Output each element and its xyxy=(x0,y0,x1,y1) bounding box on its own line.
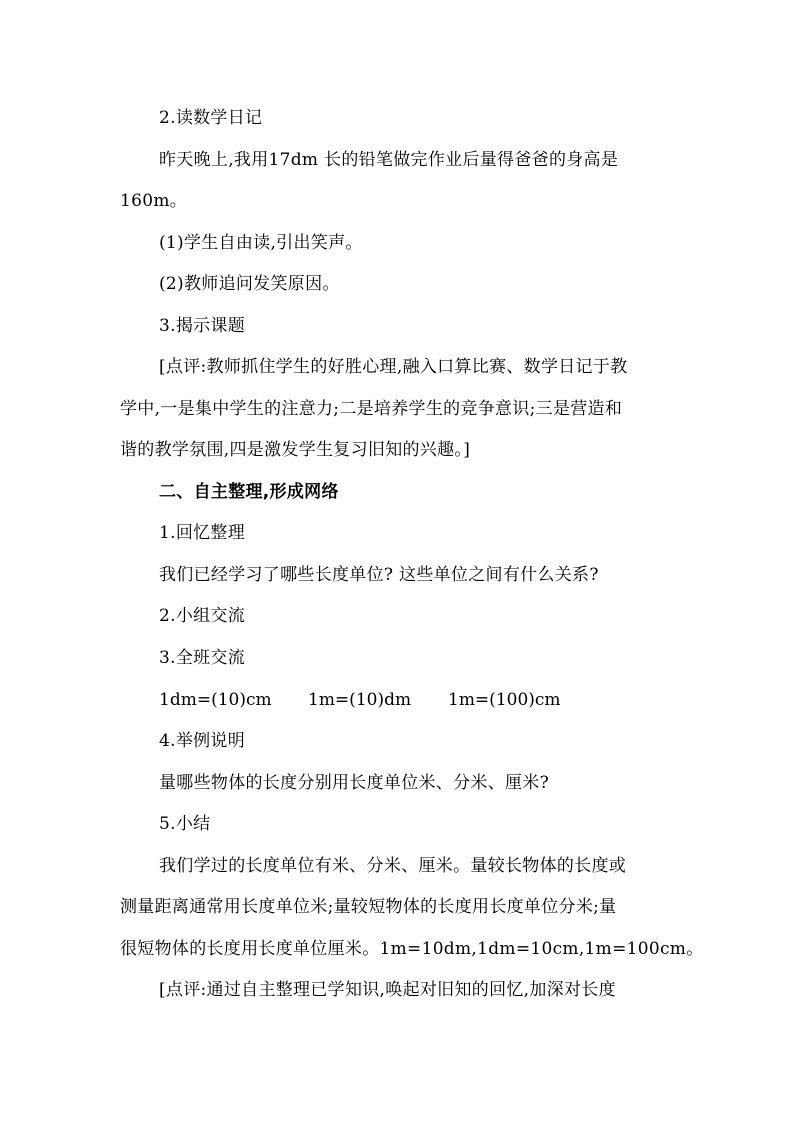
section-3-heading: 3.全班交流 xyxy=(159,648,246,668)
comment-1-line-1: [点评:教师抓住学生的好胜心理,融入口算比赛、数学日记于教 xyxy=(159,357,628,377)
section-4-text: 量哪些物体的长度分别用长度单位米、分米、厘米? xyxy=(159,773,550,793)
reveal-topic-heading: 3.揭示课题 xyxy=(159,316,246,336)
comment-1-line-3: 谐的教学氛围,四是激发学生复习旧知的兴趣。] xyxy=(120,440,471,460)
conversion-m-dm: 1m=(10)dm xyxy=(308,690,412,710)
summary-line-1: 我们学过的长度单位有米、分米、厘米。量较长物体的长度或 xyxy=(159,856,627,876)
section-1-heading: 1.回忆整理 xyxy=(159,523,246,543)
read-diary-heading: 2.读数学日记 xyxy=(159,108,263,128)
diary-text-line-1: 昨天晚上,我用17dm 长的铅笔做完作业后量得爸爸的身高是 xyxy=(159,150,619,170)
conversion-dm-cm: 1dm=(10)cm xyxy=(159,690,272,710)
conversion-m-cm: 1m=(100)cm xyxy=(448,690,561,710)
section-1-text: 我们已经学习了哪些长度单位? 这些单位之间有什么关系? xyxy=(159,565,599,585)
summary-line-2: 测量距离通常用长度单位米;量较短物体的长度用长度单位分米;量 xyxy=(120,897,617,917)
step-2-text: (2)教师追问发笑原因。 xyxy=(159,274,340,294)
comment-1-line-2: 学中,一是集中学生的注意力;二是培养学生的竞争意识;三是营造和 xyxy=(120,399,623,419)
summary-line-3: 很短物体的长度用长度单位厘米。1m=10dm,1dm=10cm,1m=100cm。 xyxy=(120,939,704,959)
diary-text-line-2: 160m。 xyxy=(120,191,188,211)
comment-2-line-1: [点评:通过自主整理已学知识,唤起对旧知的回忆,加深对长度 xyxy=(159,980,616,1000)
part-2-heading: 二、自主整理,形成网络 xyxy=(159,482,339,502)
section-5-heading: 5.小结 xyxy=(159,814,211,834)
section-2-heading: 2.小组交流 xyxy=(159,606,246,626)
section-4-heading: 4.举例说明 xyxy=(159,731,246,751)
step-1-text: (1)学生自由读,引出笑声。 xyxy=(159,233,363,253)
